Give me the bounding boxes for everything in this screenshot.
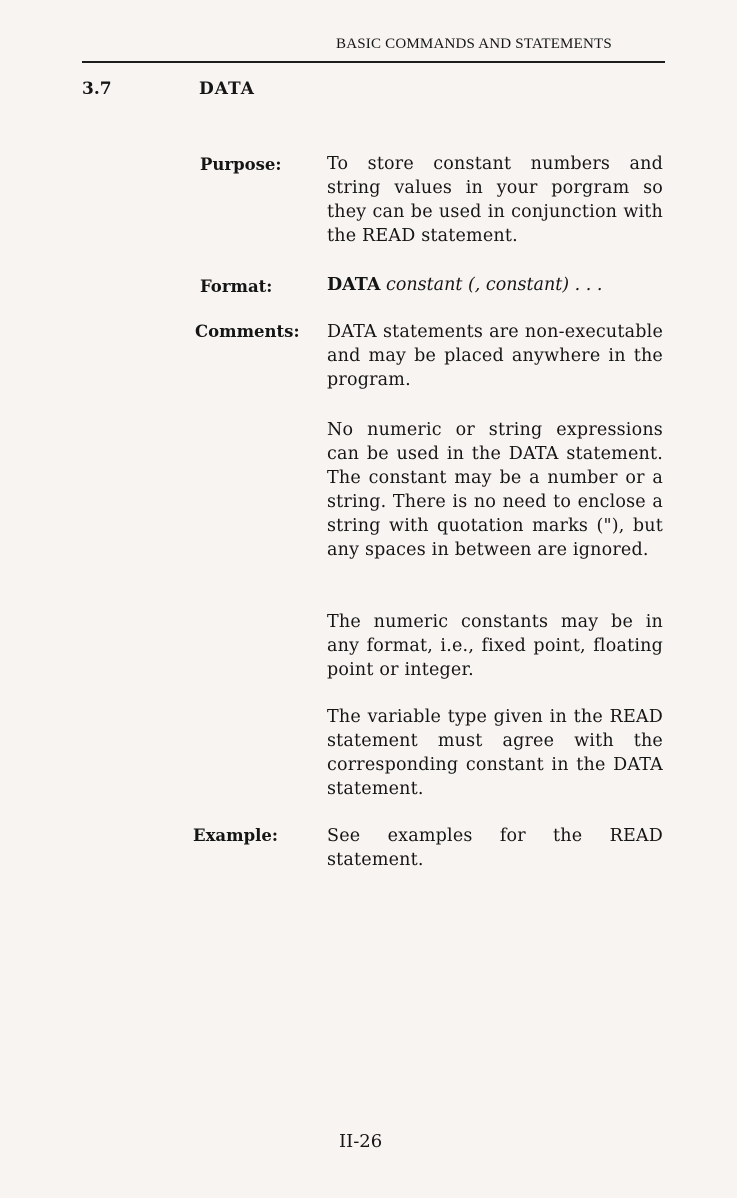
format-syntax — [327, 275, 602, 295]
comments-paragraph-2: No numeric or string expressions can be used in the DATA statement. The constant may be a number or a string. There is no need to enclose a string with quotation marks ("), but any spaces in between are ignored. — [327, 420, 663, 560]
running-header: BASIC COMMANDS AND STATEMENTS — [336, 36, 612, 52]
format-label: Format: — [200, 277, 273, 296]
format-args: constant (, constant) . . . — [386, 275, 603, 295]
comments-paragraph-1: DATA statements are non-executable and may be placed anywhere in the program. — [327, 322, 663, 390]
header-rule — [82, 61, 665, 63]
purpose-text: To store constant numbers and string values in your porgram so they can be used in conjunction with the READ statement. — [327, 154, 663, 246]
comments-paragraph-4: The variable type given in the READ statement must agree with the corresponding constant in the DATA statement. — [327, 707, 663, 799]
section-title: DATA — [199, 79, 255, 99]
comments-label: Comments: — [195, 322, 300, 341]
page-number: II-26 — [339, 1131, 383, 1152]
format-keyword: DATA — [327, 275, 381, 295]
example-label: Example: — [193, 826, 278, 845]
bleed-through-title — [470, 72, 513, 92]
purpose-label: Purpose: — [200, 155, 282, 174]
example-text: See examples for the READ statement. — [327, 826, 663, 870]
section-number: 3.7 — [82, 79, 112, 99]
comments-paragraph-3: The numeric constants may be in any format, i.e., fixed point, floating point or integer. — [327, 612, 663, 680]
